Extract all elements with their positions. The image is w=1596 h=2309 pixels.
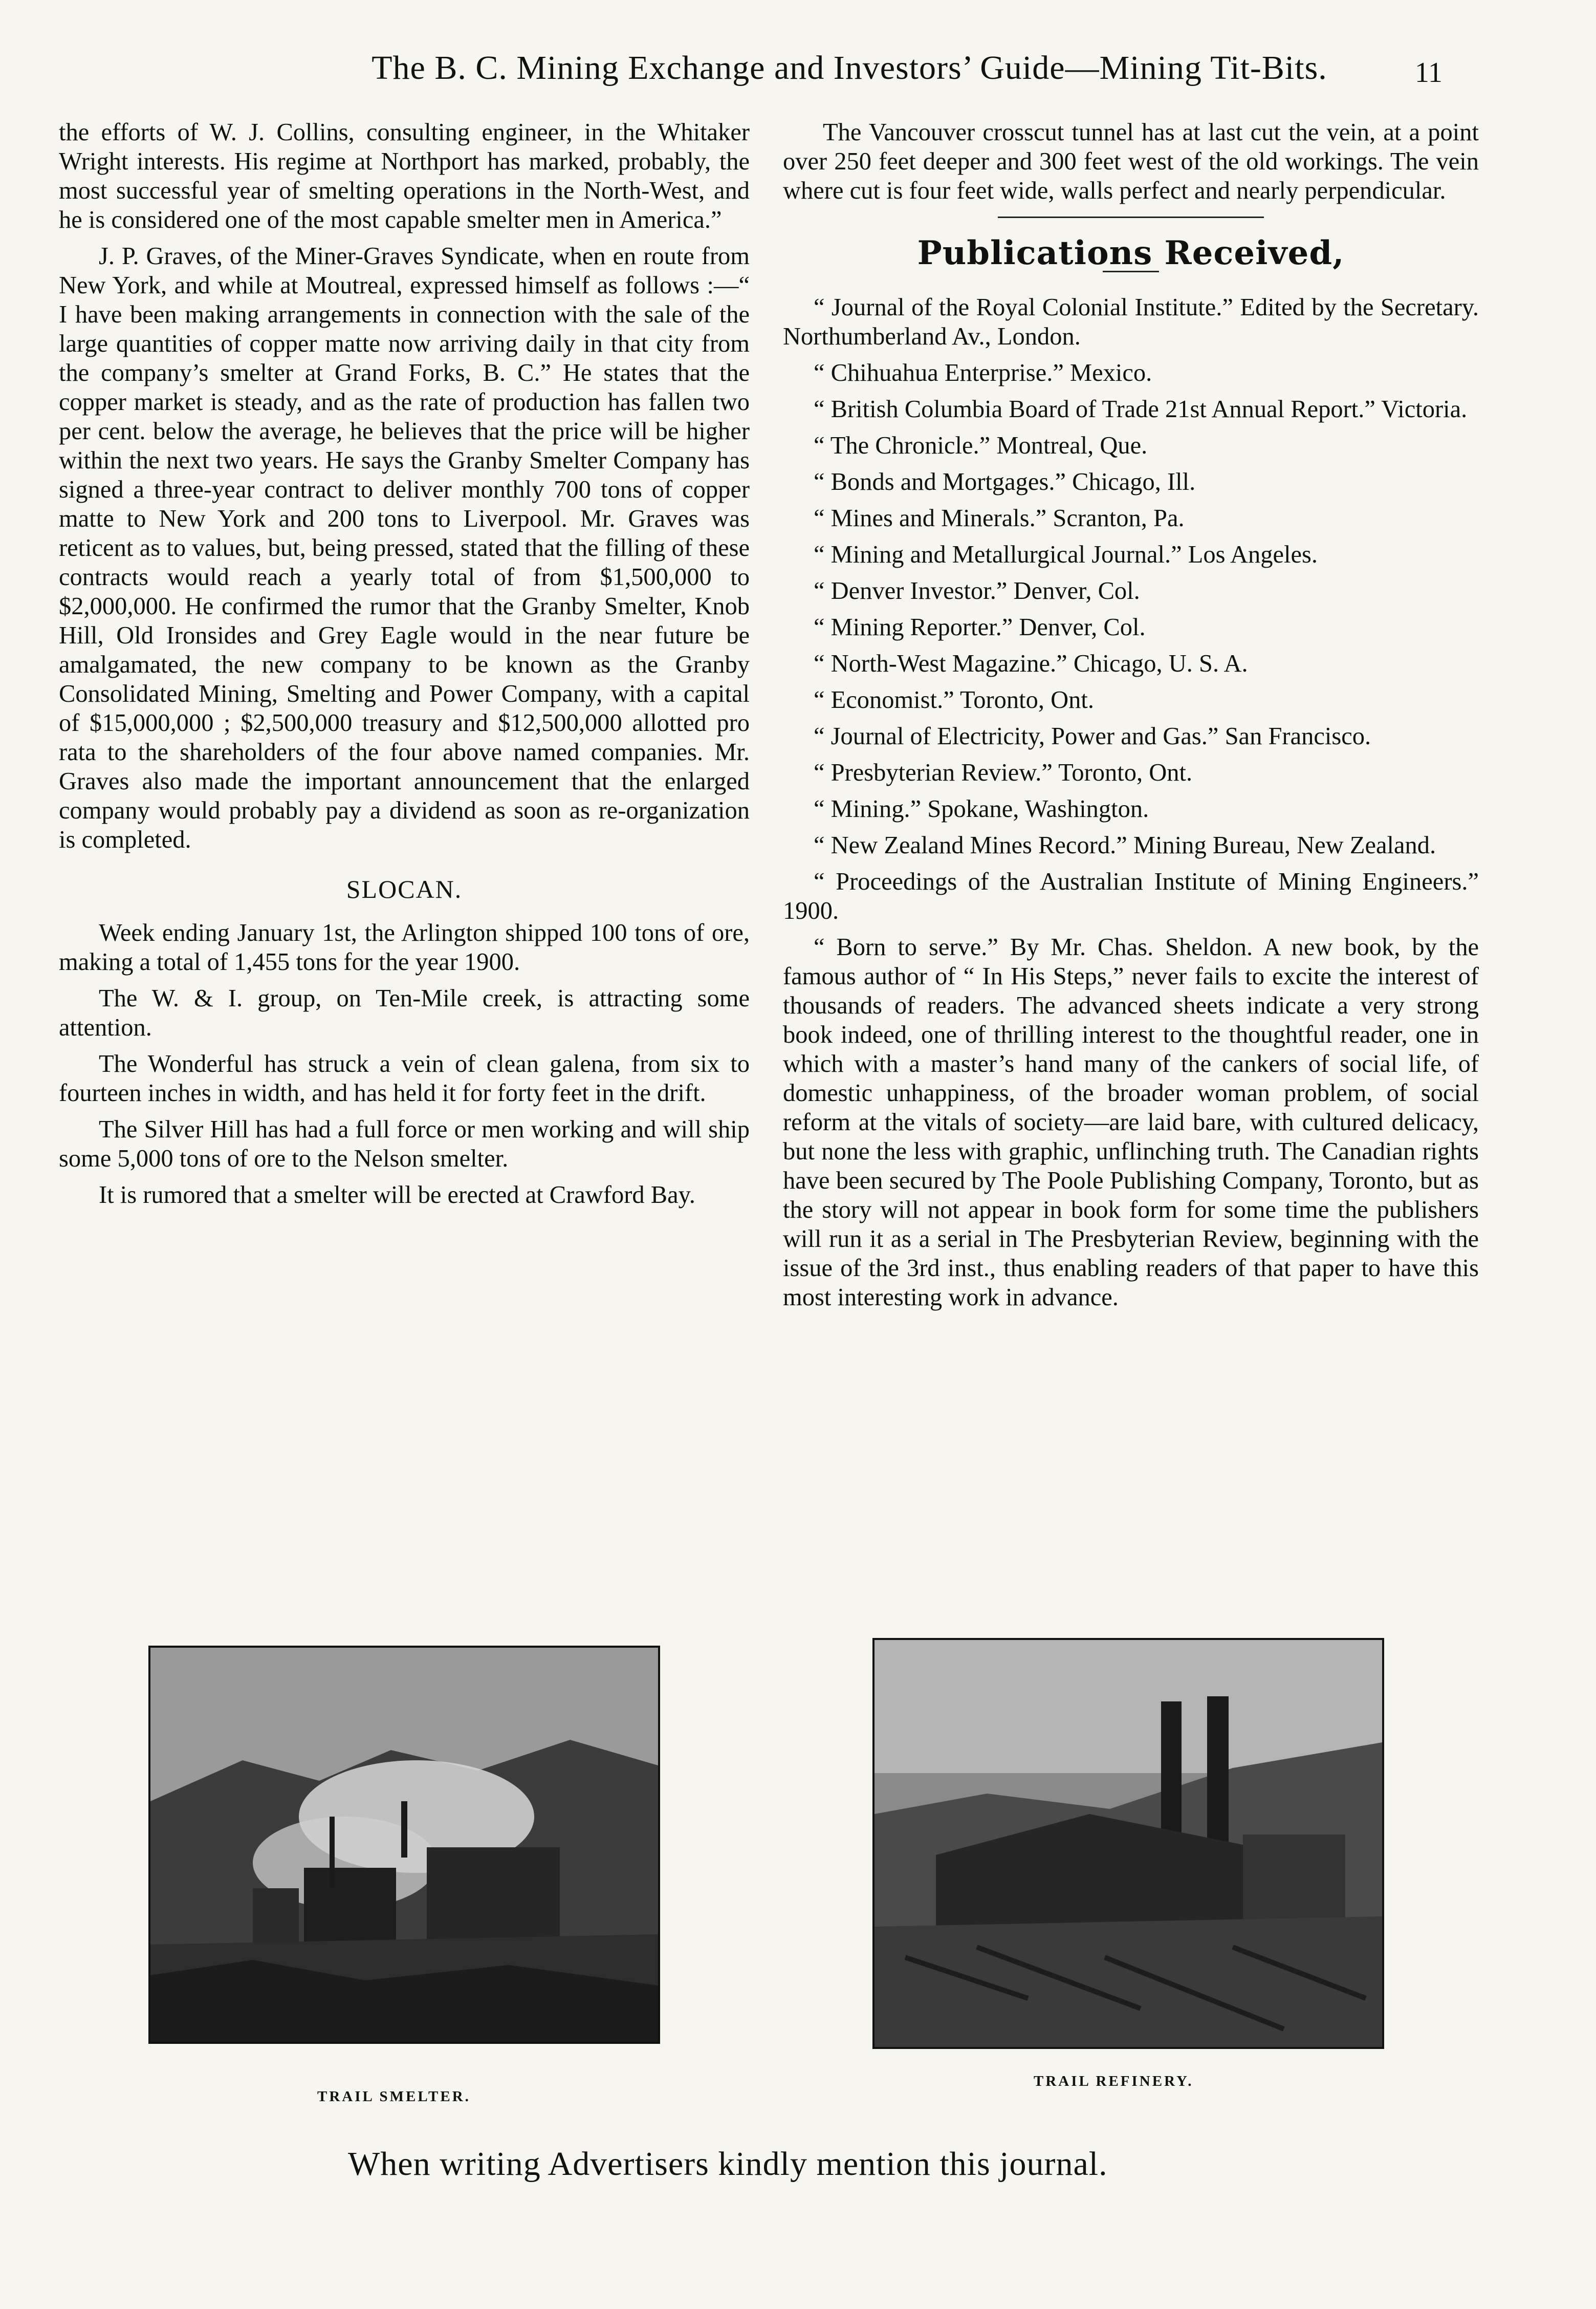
footer-notice: When writing Advertisers kindly mention this journal.: [348, 2145, 1108, 2183]
article-paragraph: The Wonderful has struck a vein of clean galena, from six to fourteen inches in width, and has held it for forty feet in the drift.: [59, 1050, 750, 1107]
article-paragraph: The W. & I. group, on Ten-Mile creek, is attracting some attention.: [59, 985, 750, 1041]
publication-item: “ Bonds and Mortgages.” Chicago, Ill.: [814, 468, 1196, 495]
publication-item: “ Proceedings of the Australian Institute of Mining Engineers.” 1900.: [783, 868, 1479, 924]
article-paragraph: The Vancouver crosscut tunnel has at last cut the vein, at a point over 250 feet deeper and 300 feet west of the old workings. The vein where cut is four feet wide, walls perfect and nearly perpendicular.: [783, 119, 1479, 204]
photo-caption-right: TRAIL REFINERY.: [1034, 2073, 1194, 2089]
publication-item: “ Journal of the Royal Colonial Institute.” Edited by the Secretary. Northumberland Av., London.: [783, 294, 1479, 350]
publication-item: “ Born to serve.” By Mr. Chas. Sheldon. A new book, by the famous author of “ In His Steps,” never fails to excite the interest of thousands of readers. The advanced sheets indicate a very strong book indeed, one of thrilling interest to the thoughtful reader, one in which with a master’s hand many of the cankers of social life, of domestic unhappiness, of the broader woman problem, of social reform at the vitals of society—are laid bare, with cultured delicacy, but none the less with graphic, unflinching truth. The Canadian rights have been secured by The Poole Publishing Company, Toronto, but as the story will not appear in book form for some time the publishers will run it as a serial in The Presbyterian Review, beginning with the issue of the 3rd inst., thus enabling readers of that paper to have this most interesting work in advance.: [783, 934, 1479, 1311]
trail-smelter-photo: [148, 1646, 660, 2044]
publication-item: “ Denver Investor.” Denver, Col.: [814, 577, 1140, 605]
divider: [998, 217, 1264, 218]
page-number: 11: [1415, 57, 1442, 89]
article-paragraph: It is rumored that a smelter will be erected at Crawford Bay.: [99, 1181, 695, 1209]
article-paragraph: The Silver Hill has had a full force or men working and will ship some 5,000 tons of ore to the Nelson smelter.: [59, 1116, 750, 1172]
section-heading-slocan: SLOCAN.: [346, 875, 463, 903]
trail-refinery-photo: [872, 1638, 1384, 2049]
smelter-photo-image: [150, 1648, 658, 2042]
publication-item: “ Chihuahua Enterprise.” Mexico.: [814, 359, 1152, 386]
publication-item: “ British Columbia Board of Trade 21st Annual Report.” Victoria.: [814, 396, 1468, 423]
running-header: The B. C. Mining Exchange and Investors’ Guide—Mining Tit-Bits.: [371, 49, 1327, 87]
publication-item: “ Mines and Minerals.” Scranton, Pa.: [814, 505, 1185, 532]
right-column: [783, 118, 1479, 1319]
photo-caption-left: TRAIL SMELTER.: [317, 2088, 471, 2105]
publication-item: “ Mining.” Spokane, Washington.: [814, 795, 1149, 823]
publication-item: “ Economist.” Toronto, Ont.: [814, 686, 1094, 714]
publication-item: “ Presbyterian Review.” Toronto, Ont.: [814, 759, 1193, 786]
article-paragraph: Week ending January 1st, the Arlington shipped 100 tons of ore, making a total of 1,455 tons for the year 1900.: [59, 919, 750, 976]
publication-item: “ Mining Reporter.” Denver, Col.: [814, 614, 1146, 641]
article-paragraph: the efforts of W. J. Collins, consulting engineer, in the Whitaker Wright interests. His regime at Northport has marked, probably, the most successful year of smelting operations in the North-West, and he is considered one of the most capable smelter men in America.”: [59, 119, 750, 233]
article-paragraph: J. P. Graves, of the Miner-Graves Syndicate, when en route from New York, and while at Moutreal, expressed himself as follows :—“ I have been making arrangements in connection with the sale of the large quantities of copper matte now arriving daily in that city from the company’s smelter at Grand Forks, B. C.” He states that the copper market is steady, and as the rate of production has fallen two per cent. below the average, he believes that the price will be higher within the next two years. He says the Granby Smelter Company has signed a three-year contract to deliver monthly 700 tons of copper matte to New York and 200 tons to Liverpool. Mr. Graves was reticent as to values, but, being pressed, stated that the filling of these contracts would reach a yearly total of from $1,500,000 to $2,000,000. He confirmed the rumor that the Granby Smelter, Knob Hill, Old Ironsides and Grey Eagle would in the near future be amalgamated, the new company to be known as the Granby Consolidated Mining, Smelting and Power Company, with a capital of $15,000,000 ; $2,500,000 treasury and $12,500,000 allotted pro rata to the shareholders of the four above named companies. Mr. Graves also made the important announcement that the enlarged company would probably pay a dividend as soon as re-organization is completed.: [59, 243, 750, 853]
publication-item: “ The Chronicle.” Montreal, Que.: [814, 432, 1148, 459]
publication-item: “ Journal of Electricity, Power and Gas.” San Francisco.: [814, 723, 1371, 750]
refinery-photo-image: [874, 1640, 1382, 2047]
publication-item: “ Mining and Metallurgical Journal.” Los Angeles.: [814, 541, 1318, 568]
publications-heading: Publications Received,: [917, 234, 1345, 272]
left-column: [59, 118, 750, 1217]
publication-item: “ New Zealand Mines Record.” Mining Bureau, New Zealand.: [814, 832, 1436, 859]
publication-item: “ North-West Magazine.” Chicago, U. S. A.: [814, 650, 1248, 677]
publications-list: [783, 293, 1479, 1312]
